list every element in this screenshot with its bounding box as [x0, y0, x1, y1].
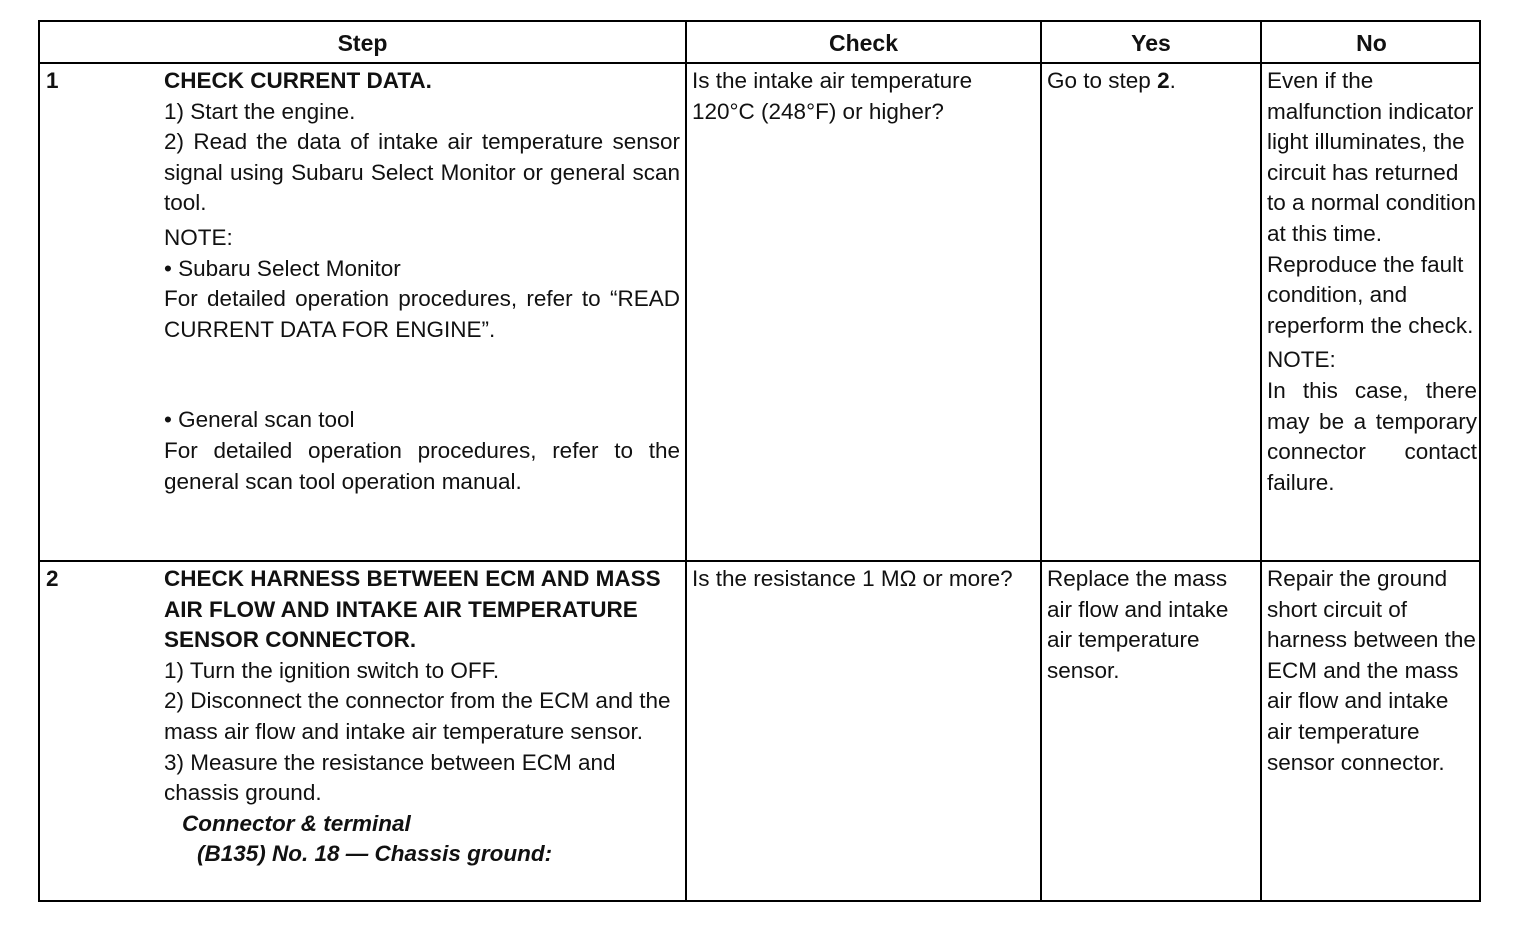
column-divider [1260, 22, 1262, 900]
step-title: CHECK HARNESS BETWEEN ECM AND MASS AIR FLOW AND INTAKE AIR TEMPERATURE SENSOR CONNECTOR. [164, 566, 661, 653]
note-label: NOTE: [164, 224, 233, 250]
check-question: Is the intake air temperature 120°C (248°F) or higher? [692, 68, 973, 124]
yes-prefix: Go to step [1047, 68, 1158, 93]
bullet-text: For detailed operation procedures, refer to the general scan tool operation manual. [164, 437, 680, 494]
step-instruction: 2) Disconnect the connector from the ECM and the mass air flow and intake air temperature sensor. [164, 688, 671, 744]
yes-step-ref: 2 [1157, 68, 1170, 93]
no-action: Repair the ground short circuit of harness between the ECM and the mass air flow and intake air temperature sensor connector. [1267, 566, 1476, 775]
no-text: Even if the malfunction indicator light illuminates, the circuit has returned to a normal condition at this time. Reproduce the fault condition, and reperform the check. [1267, 68, 1476, 338]
step-instruction: 1) Start the engine. [164, 98, 356, 124]
yes-action: Replace the mass air flow and intake air temperature sensor. [1047, 566, 1229, 683]
step-title: CHECK CURRENT DATA. [164, 68, 432, 93]
header-step: Step [337, 29, 388, 56]
bullet-text: For detailed operation procedures, refer to “READ CURRENT DATA FOR ENGINE”. [164, 286, 680, 342]
header-check: Check [828, 29, 899, 56]
bullet-item: • General scan tool [164, 407, 355, 433]
step-instruction: 1) Turn the ignition switch to OFF. [164, 657, 500, 683]
yes-action [1047, 66, 1255, 97]
step-content [164, 66, 680, 497]
step-instruction: 3) Measure the resistance between ECM and chassis ground. [164, 749, 616, 806]
header-yes: Yes [1131, 29, 1171, 56]
connector-value: (B135) No. 18 — Chassis ground: [197, 841, 553, 867]
step-content [164, 564, 680, 870]
row-divider [40, 560, 1479, 562]
no-action [1267, 66, 1477, 498]
bullet-item: • Subaru Select Monitor [164, 255, 401, 281]
note-text: In this case, there may be a temporary connector contact failure. [1267, 377, 1477, 495]
yes-suffix: . [1169, 68, 1176, 93]
diagnostic-table [38, 20, 1481, 902]
step-instruction: 2) Read the data of intake air temperature sensor signal using Subaru Select Monitor or general scan tool. [164, 129, 680, 216]
note-label: NOTE: [1267, 347, 1336, 373]
step-number: 2 [46, 566, 59, 591]
column-divider [685, 22, 687, 900]
column-divider [1040, 22, 1042, 900]
step-number: 1 [46, 68, 59, 93]
check-question: Is the resistance 1 MΩ or more? [692, 566, 1013, 591]
header-no: No [1356, 29, 1387, 56]
connector-label: Connector & terminal [182, 810, 411, 836]
